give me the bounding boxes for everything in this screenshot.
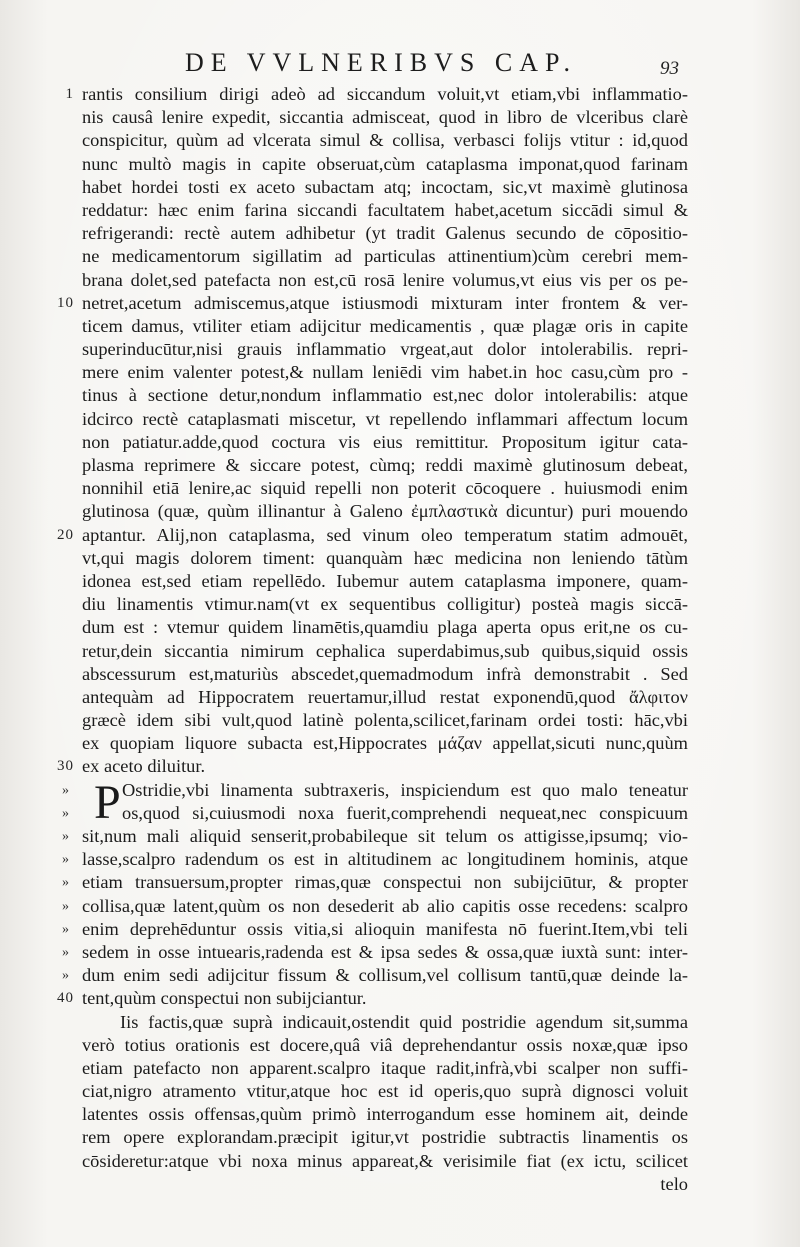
line-text: glutinosa (quæ, quùm illinantur à Galeno ἐμπλαστικὰ dicuntur) puri mouendo	[82, 501, 688, 522]
text-line	[62, 779, 688, 802]
line-number: 10	[57, 294, 74, 311]
line-number: 20	[57, 526, 74, 543]
text-line	[82, 408, 688, 431]
line-text: antequàm ad Hippocratem reuertamur,illud restat exponendū,quod ἄλφιτον	[82, 686, 688, 707]
text-line	[82, 1034, 688, 1057]
line-text: enim deprehēduntur ossis vitia,si alioquin manifesta nō fuerint.Item,vbi teli	[82, 918, 688, 939]
text-line	[62, 871, 688, 894]
quotation-mark: »	[62, 944, 69, 960]
text-line	[82, 1126, 688, 1149]
text-line	[82, 153, 688, 176]
text-line	[57, 292, 688, 315]
text-line	[65, 83, 688, 106]
text-line	[57, 987, 688, 1010]
line-text: os,quod si,cuiusmodi noxa fuerit,comprehendi nequeat,nec conspicuum	[122, 802, 688, 823]
text-line	[82, 106, 688, 129]
text-line	[62, 848, 688, 871]
line-number: 30	[57, 758, 74, 775]
line-text: mere enim valenter potest,& nullam leniēdi vim habet.in hoc casu,cùm pro -	[82, 362, 688, 383]
line-text: Iis factis,quæ suprà indicauit,ostendit quid postridie agendum sit,summa	[120, 1011, 688, 1032]
text-line	[82, 222, 688, 245]
quotation-mark: »	[62, 968, 69, 984]
text-line	[82, 570, 688, 593]
commentary-part-1	[57, 83, 688, 779]
line-text: superinducūtur,nisi grauis inflammatio vrgeat,aut dolor intolerabilis. repri-	[82, 339, 688, 360]
text-line	[82, 1057, 688, 1080]
text-line	[82, 686, 688, 709]
line-text: ex quopiam liquore subacta est,Hippocrates μάζαν appellat,sicuti nunc,quùm	[82, 733, 688, 754]
text-line	[82, 176, 688, 199]
text-line	[82, 732, 688, 755]
text-line	[82, 315, 688, 338]
running-head: DE VVLNERIBVS CAP.	[185, 48, 578, 77]
line-text: retur,dein siccantia nimirum cephalica superdabimus,sub quibus,siquid ossis	[82, 640, 688, 661]
quotation-mark: »	[62, 805, 69, 821]
line-text: abscessurum est,maturiùs abscedet,quemadmodum infrà demonstrabit . Sed	[82, 663, 688, 684]
line-text: conspicitur, quùm ad vlcerata simul & collisa, verbasci folijs vtitur : id,quod	[82, 130, 688, 151]
drop-capital: P	[94, 775, 121, 829]
line-text: ne medicamentorum sigillatim ad particulas attinentium)cùm cerebri mem-	[82, 246, 688, 267]
line-text: ciat,nigro atramento vtitur,atque hoc est id operis,quo suprà dignosci voluit	[82, 1081, 688, 1102]
line-text: nis causâ lenire expedit, siccantia admisceat, quod in libro de vlceribus clarè	[82, 107, 688, 128]
text-line	[82, 500, 688, 523]
text-line	[82, 269, 688, 292]
line-text: dum est : vtemur quidem linamētis,quamdiu plaga aperta opus erit,ne os cu-	[82, 617, 688, 638]
line-text: rantis consilium dirigi adeò ad siccandum voluit,vt etiam,vbi inflammatio-	[82, 84, 688, 104]
quotation-mark: »	[62, 829, 69, 844]
text-line	[82, 1080, 688, 1103]
quotation-mark: »	[62, 898, 69, 914]
catchword: telo	[660, 1173, 688, 1194]
line-text: verò totius orationis est docere,quâ viâ deprehendantur ossis noxæ,quæ ipso	[82, 1034, 688, 1055]
text-line	[82, 593, 688, 616]
line-text: diu linamentis vtimur.nam(vt ex sequentibus colligitur) posteà magis siccā-	[82, 594, 688, 615]
text-line	[82, 1150, 688, 1173]
text-line	[82, 384, 688, 407]
line-text: collisa,quæ latent,quùm os non desederit ab alio capitis osse recedens: scalpro	[82, 895, 688, 916]
line-text: etiam transuersum,propter rimas,quæ conspectui non subijciūtur, & propter	[82, 872, 688, 893]
quotation-mark: »	[62, 852, 69, 868]
line-text: ticem damus, vtiliter etiam adijcitur medicamentis , quæ plagæ oris in capite	[82, 315, 688, 336]
line-text: sit,num mali aliquid senserit,probabileque sit telum os attigisse,ipsumq; vio-	[82, 826, 688, 846]
line-text: ex aceto diluitur.	[82, 756, 206, 777]
hippocrates-quotation	[57, 775, 688, 1011]
line-text: etiam patefacto non apparent.scalpro itaque radit,infrà,vbi scalper non suffi-	[82, 1057, 688, 1078]
line-text: latentes ossis offensas,quùm primò interrogandum esse hominem ait, deinde	[82, 1104, 688, 1125]
page-number: 93	[660, 58, 679, 79]
line-text: idcirco rectè cataplasmati miscetur, vt repellendo inflammari affectum locum	[82, 408, 688, 429]
line-text: netret,acetum admiscemus,atque istiusmodi mixturam inter frontem & ver-	[82, 292, 688, 313]
text-line	[57, 755, 688, 778]
text-line	[82, 1103, 688, 1126]
text-line	[82, 338, 688, 361]
line-text: lasse,scalpro radendum os est in altitudinem ac longitudinem hominis, atque	[82, 849, 688, 870]
text-line	[82, 709, 688, 732]
text-line	[62, 825, 688, 848]
line-text: vt,qui magis dolorem timent: quanquàm hæc medicina non leniendo tātùm	[82, 547, 688, 568]
quotation-mark: »	[62, 875, 69, 891]
line-number: 1	[65, 86, 74, 102]
line-text: habet hordei tosti ex aceto subactam atq; incoctam, sic,vt maximè glutinosa	[82, 176, 688, 197]
text-line	[82, 199, 688, 222]
text-line	[82, 1011, 688, 1034]
line-text: rem opere explorandam.præcipit igitur,vt postridie subtractis linamentis os	[82, 1127, 688, 1148]
quotation-mark: »	[62, 921, 69, 937]
text-line	[82, 547, 688, 570]
text-line	[62, 918, 688, 941]
line-text: Ostridie,vbi linamenta subtraxeris, inspiciendum est quo malo teneatur	[122, 779, 688, 800]
quotation-mark: »	[62, 782, 69, 798]
text-line	[62, 895, 688, 918]
line-text: refrigerandi: rectè autem adhibetur (yt tradit Galenus secundo de cōpositio-	[82, 223, 688, 244]
line-text: non patiatur.adde,quod coctura vis eius remittitur. Propositum igitur cata-	[82, 431, 688, 452]
line-text: aptantur. Alij,non cataplasma, sed vinum oleo temperatum statim admouēt,	[82, 524, 688, 545]
main-text	[57, 83, 688, 1196]
line-text: nonnihil etiā lenire,ac siquid repelli non poterit cōcoquere . huiusmodi enim	[82, 478, 688, 499]
text-line	[62, 941, 688, 964]
line-text: idonea est,sed etiam repellēdo. Iubemur autem cataplasma imponere, quam-	[82, 570, 688, 591]
text-line	[82, 431, 688, 454]
line-text: tinus à sectione detur,nondum inflammatio est,nec dolor intolerabilis: atque	[82, 385, 688, 406]
text-line	[82, 616, 688, 639]
text-line	[57, 524, 688, 547]
line-text: cōsideretur:atque vbi noxa minus appareat,& verisimile fiat (ex ictu, scilicet	[82, 1150, 688, 1171]
line-number: 40	[57, 990, 74, 1007]
line-text: sedem in osse intuearis,radenda est & ipsa sedes & ossa,quæ iuxtà sunt: inter-	[82, 941, 688, 962]
line-text: plasma reprimere & siccare potest, cùmq; reddi maximè glutinosum debeat,	[82, 455, 688, 475]
line-text: græcè idem sibi vult,quod latinè polenta,scilicet,farinam ordei tosti: hāc,vbi	[82, 710, 688, 731]
text-line	[82, 361, 688, 384]
text-line	[82, 454, 688, 477]
text-line	[82, 640, 688, 663]
text-line	[62, 802, 688, 825]
text-line	[82, 245, 688, 268]
line-text: tent,quùm conspectui non subijciantur.	[82, 988, 367, 1009]
line-text: dum enim sedi adijcitur fissum & collisum,vel collisum tantū,quæ deinde la-	[82, 965, 688, 986]
line-text: brana dolet,sed patefacta non est,cū rosā lenire volumus,vt eius vis per os pe-	[82, 269, 688, 290]
line-text: nunc multò magis in capite obseruat,cùm cataplasma imponat,quod farinam	[82, 153, 688, 174]
text-line	[82, 477, 688, 500]
text-line	[82, 129, 688, 152]
commentary-part-2	[82, 1011, 688, 1173]
line-text: reddatur: hæc enim farina siccandi facultatem habet,acetum siccādi simul &	[82, 199, 688, 220]
text-line	[62, 964, 688, 987]
text-line	[82, 663, 688, 686]
